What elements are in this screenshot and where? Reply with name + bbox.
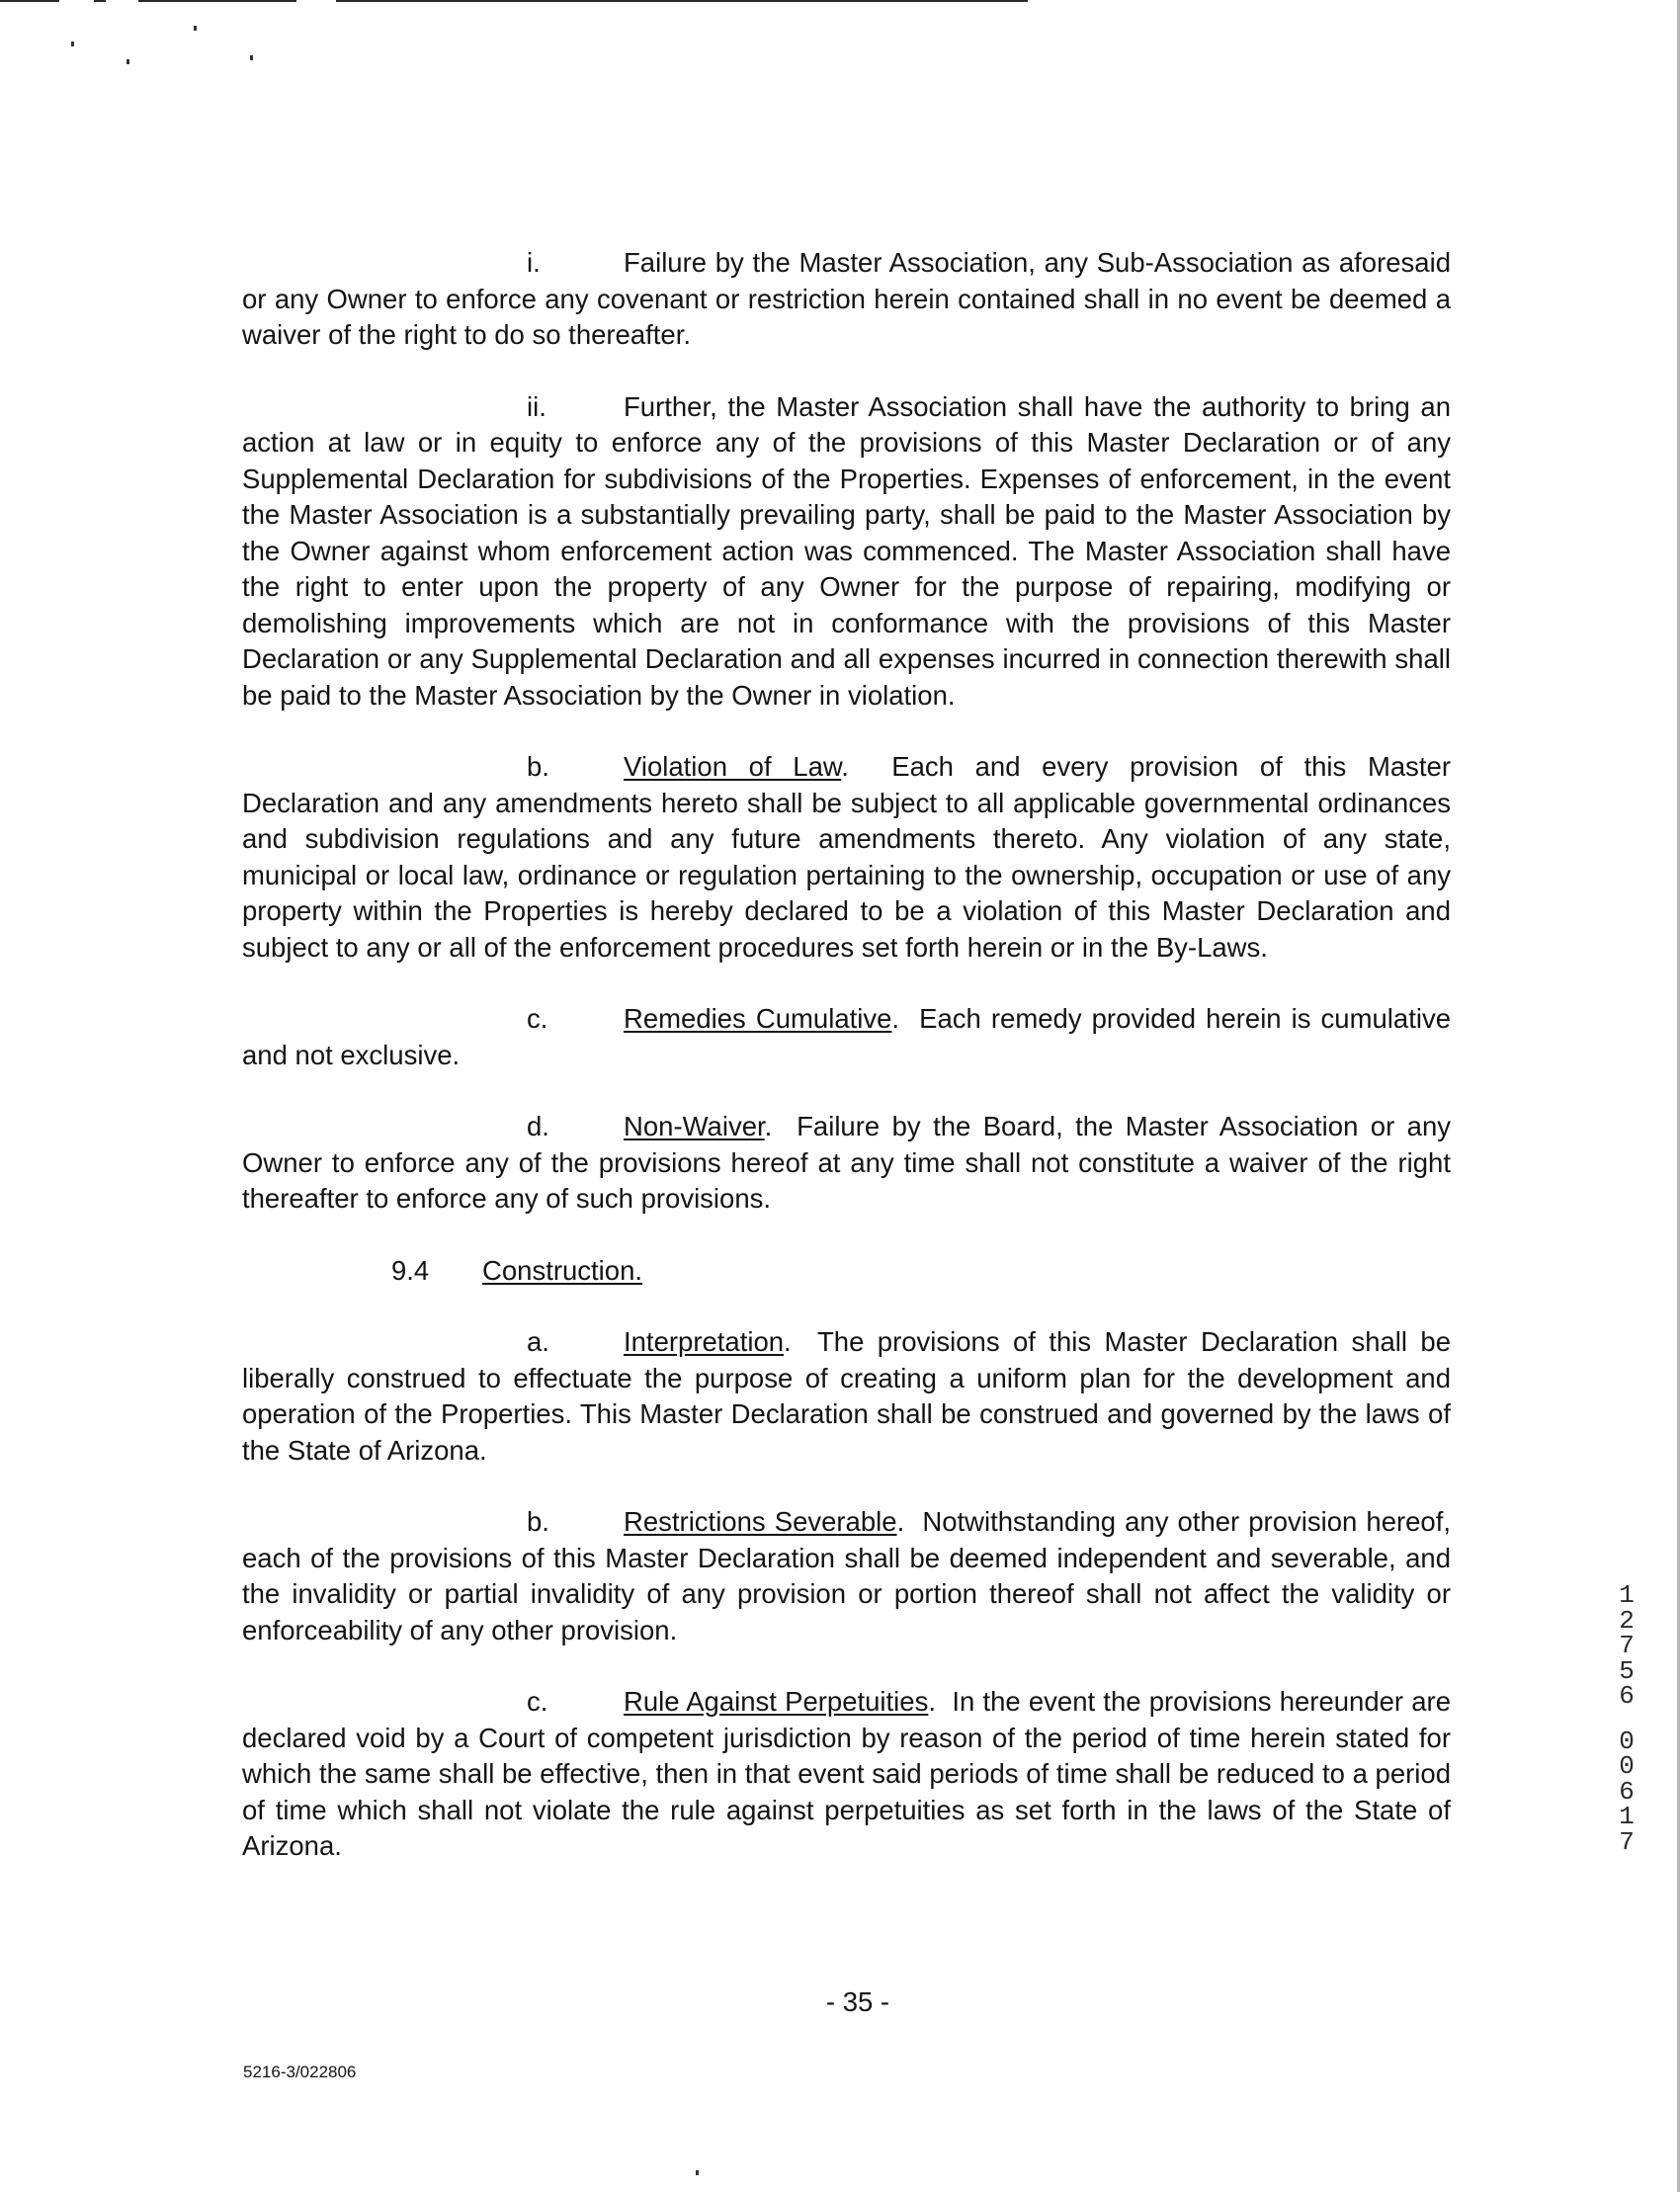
paragraph-marker: c. xyxy=(527,1686,548,1717)
paragraph-non-waiver: d. Non-Waiver. Failure by the Board, the Master Association or any Owner to enforce any of the provisions hereof at any time shall not constitute a waiver of the right thereafter to enforce any of such provisions. xyxy=(242,1111,1452,1214)
paragraph-text: Further, the Master Association shall have the authority to bring an action at law or in equity to enforce any of the provisions of this Master Declaration or of any Supplemental Declaration for subdivisions of the Properties. Expenses of enforcement, in the event the Master Association is a substantially prevailing party, shall be paid to the Master Association by the Owner against whom enforcement action was commenced. The Master Association shall have the right to enter upon the property of any Owner for the purpose of repairing, modifying or demolishing improvements which are not in conformance with the provisions of this Master Declaration or any Supplemental Declaration and all expenses incurred in connection therewith shall be paid to the Master Association by the Owner in violation. xyxy=(242,390,1451,711)
paragraph-title: Rule Against Perpetuities xyxy=(624,1686,929,1717)
scan-edge-line xyxy=(0,0,59,2)
paragraph-remedies-cumulative: c. Remedies Cumulative. Each remedy provided herein is cumulative and not exclusive. xyxy=(242,1003,1451,1070)
scan-speck xyxy=(250,55,253,60)
paragraph-title: Interpretation xyxy=(624,1326,785,1357)
paragraph-text: In the event the provisions hereunder are declared void by a Court of competent jurisdiction by reason of the period of time herein stated for which the same shall be effective, then in that event said periods of time shall be reduced to a period of time which shall not violate the rule against perpetuities as set forth in the laws of the State of Arizona. xyxy=(242,1686,1451,1861)
bates-digit: 6 xyxy=(1619,1681,1635,1711)
page-number: - 35 - xyxy=(825,1986,890,2017)
bates-digit: 0 xyxy=(1619,1726,1635,1756)
paragraph-marker: ii. xyxy=(527,390,546,422)
section-heading xyxy=(242,1253,1451,1290)
scan-speck xyxy=(71,42,74,46)
section-title: Construction. xyxy=(482,1254,643,1286)
bates-digit: 1 xyxy=(1619,1580,1635,1610)
bates-digit: 7 xyxy=(1619,1631,1635,1660)
paragraph-title: Violation of Law xyxy=(624,751,842,782)
paragraph-title: Remedies Cumulative xyxy=(624,1003,892,1034)
bates-digit: 1 xyxy=(1619,1802,1635,1831)
scan-edge-line xyxy=(336,0,1028,2)
paragraph-text: Each and every provision of this Master Declaration and any amendments hereto shall be subject to all applicable governmental ordinances and subdivision regulations and any future amendments thereto. Any violation of any state, municipal or local law, ordinance or regulation pertaining to the ownership, occupation or use of any property within the Properties is hereby declared to be a violation of this Master Declaration and subject to any or all of the enforcement procedures set forth herein or in the By-Laws. xyxy=(242,751,1452,963)
paragraph-text: Failure by the Master Association, any Sub-Association as aforesaid or any Owner to enforce any covenant or restriction herein contained shall in no event be deemed a waiver of the right to do so thereafter. xyxy=(242,247,1451,350)
paragraph-ii xyxy=(242,389,1451,715)
paragraph-title: Non-Waiver xyxy=(624,1111,765,1141)
scan-edge-line xyxy=(94,0,106,2)
paragraph-marker: b. xyxy=(527,1506,549,1537)
document-code: 5216-3/022806 xyxy=(243,2063,357,2081)
paragraph-i xyxy=(242,245,1451,354)
scan-speck xyxy=(194,26,197,31)
scan-edge-line xyxy=(138,0,296,2)
paragraph-marker: i. xyxy=(527,247,541,278)
paragraph-text: Failure by the Board, the Master Association or any Owner to enforce any of the provisions hereof at any time shall not constitute a waiver of the right thereafter to enforce any of such provisions. xyxy=(242,1111,1452,1214)
paragraph-marker: a. xyxy=(527,1326,549,1357)
bates-digit: 2 xyxy=(1619,1605,1635,1636)
paragraph-text: Each remedy provided herein is cumulative and not exclusive. xyxy=(242,1003,1451,1070)
bates-digit: 7 xyxy=(1619,1826,1635,1857)
section-number: 9.4 xyxy=(391,1254,430,1286)
bates-digit: 0 xyxy=(1619,1751,1635,1781)
paragraph-marker: c. xyxy=(527,1003,548,1034)
bates-digit: 5 xyxy=(1619,1655,1635,1686)
paragraph-marker: d. xyxy=(527,1111,549,1141)
paragraph-text: Notwithstanding any other provision hereof, each of the provisions of this Master Declaration shall be deemed independent and severable, and the invalidity or partial invalidity of any provision or portion thereof shall not affect the validity or enforceability of any other provision. xyxy=(242,1506,1452,1645)
paragraph-marker: b. xyxy=(527,751,549,782)
scan-speck xyxy=(696,2170,699,2175)
document-body xyxy=(242,245,1451,1900)
paragraph-interpretation: a. Interpretation. The provisions of this Master Declaration shall be liberally construed to effectuate the purpose of creating a uniform plan for the development and operation of the Properties. This Master Declaration shall be construed and governed by the laws of the State of Arizona. xyxy=(242,1326,1451,1466)
paragraph-rule-against-perpetuities: c. Rule Against Perpetuities. In the event the provisions hereunder are declared void by a Court of competent jurisdiction by reason of the period of time herein stated for which the same shall be effective, then in that event said periods of time shall be reduced to a period of time which shall not violate the rule against perpetuities as set forth in the laws of the State of Arizona. xyxy=(242,1686,1451,1861)
paragraph-text: The provisions of this Master Declaration shall be liberally construed to effectuate the purpose of creating a uniform plan for the development and operation of the Properties. This Master Declaration shall be construed and governed by the laws of the State of Arizona. xyxy=(242,1326,1451,1466)
paragraph-restrictions-severable: b. Restrictions Severable. Notwithstanding any other provision hereof, each of the provisions of this Master Declaration shall be deemed independent and severable, and the invalidity or partial invalidity of any provision or portion thereof shall not affect the validity or enforceability of any other provision. xyxy=(242,1506,1452,1645)
bates-digit: 6 xyxy=(1619,1776,1635,1807)
scan-speck xyxy=(126,59,129,64)
bates-stamp xyxy=(1612,1580,1641,1857)
paragraph-violation-of-law: b. Violation of Law. Each and every provision of this Master Declaration and any amendments hereto shall be subject to all applicable governmental ordinances and subdivision regulations and any future amendments thereto. Any violation of any state, municipal or local law, ordinance or regulation pertaining to the ownership, occupation or use of any property within the Properties is hereby declared to be a violation of this Master Declaration and subject to any or all of the enforcement procedures set forth herein or in the By-Laws. xyxy=(242,751,1452,963)
paragraph-title: Restrictions Severable xyxy=(624,1506,897,1537)
